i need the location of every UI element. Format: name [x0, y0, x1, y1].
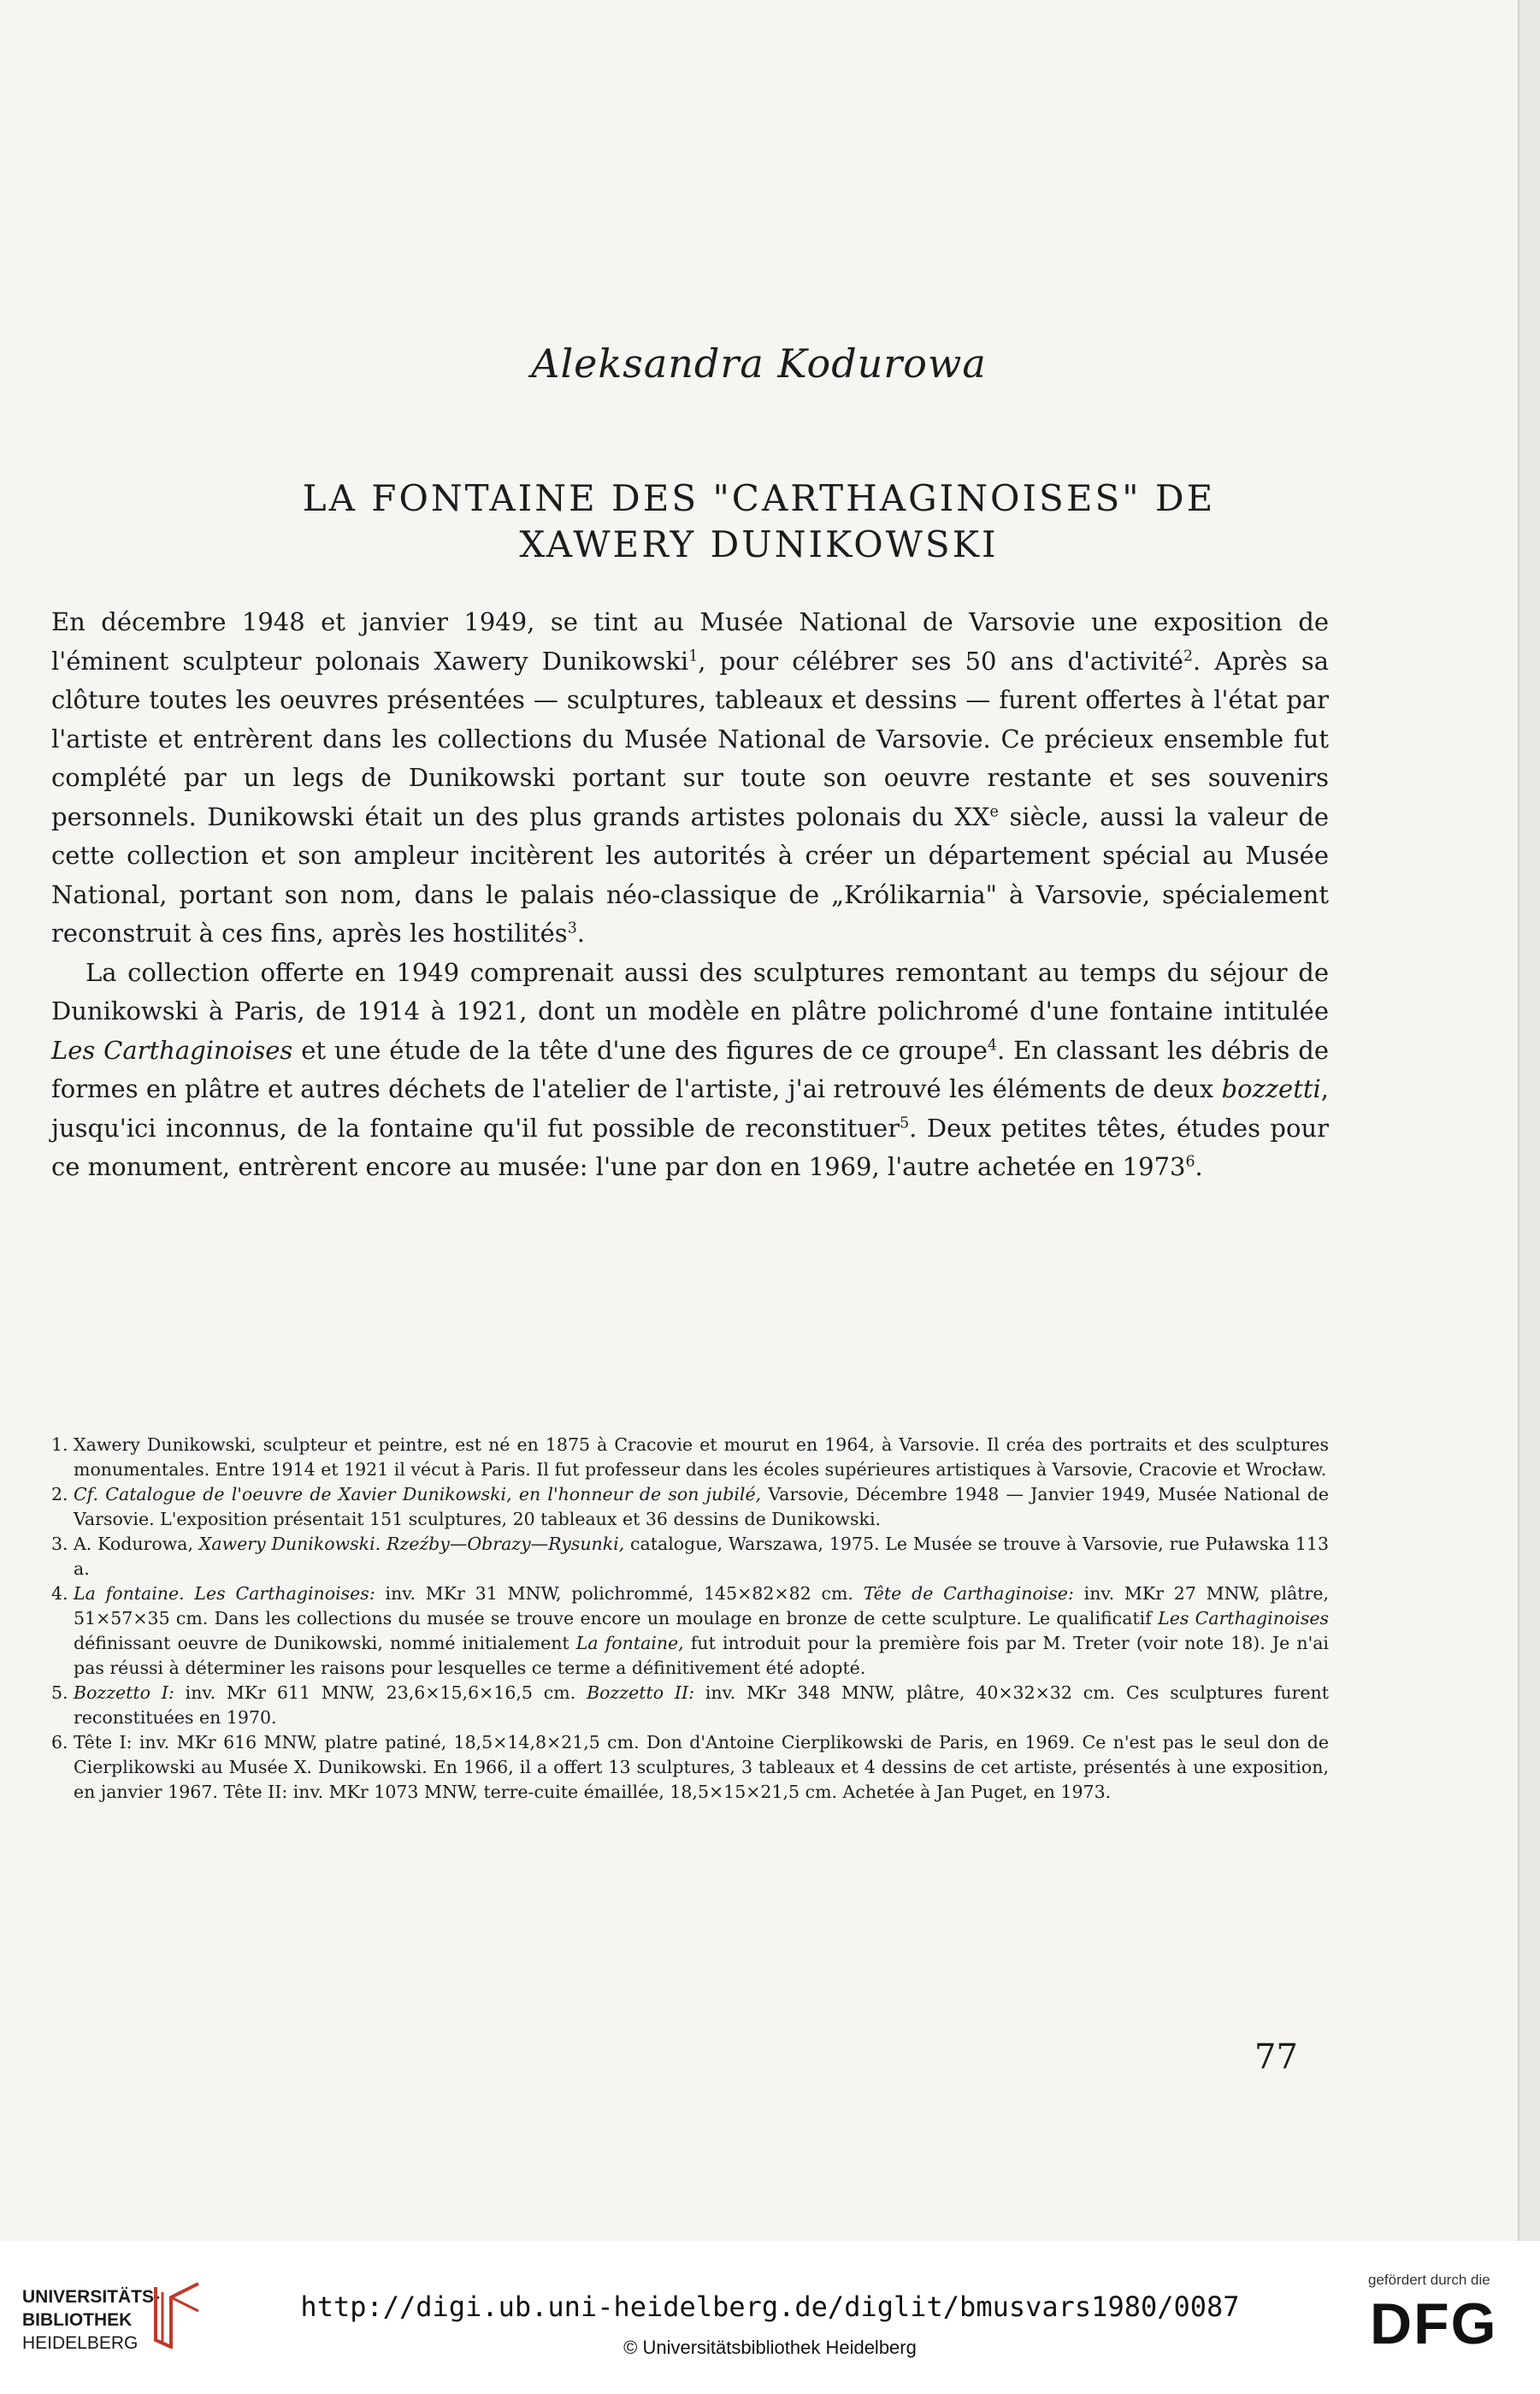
footnote-text: inv. MKr 611 MNW, 23,6×15,6×16,5 cm.	[174, 1682, 587, 1703]
footnote-text: fut introduit pour la première fois par M. Treter (voir note 18). Je n'ai pas réussi à déterminer les raisons pour lesquelles ce terme a définitivement été adopté.	[74, 1633, 1329, 1678]
footnote-text: Xawery Dunikowski, sculpteur et peintre, est né en 1875 à Cracovie et mourut en 1964, à Varsovie. Il créa des portraits et des sculptures monumentales. Entre 1914 et 1921 il vécut à Paris. Il fut professeur dans les écoles supérieures artistiques à Varsovie, Cracovie et Wrocław.	[74, 1434, 1329, 1480]
text-run: . Deux petites têtes, études pour ce monument, entrèrent encore au musée: l'une par don en 1969, l'autre achetée en 1973	[51, 1113, 1329, 1181]
footnote-text: Varsovie, Décembre 1948 — Janvier 1949, Musée National de Varsovie. L'exposition présentait 151 sculptures, 20 tableaux et 36 dessins de Dunikowski.	[74, 1484, 1329, 1529]
funder-caption: gefördert durch die	[1368, 2272, 1490, 2288]
text-run: .	[1195, 1152, 1203, 1181]
text-run: . Après sa clôture toutes les oeuvres présentées — sculptures, tableaux et dessins — furent offertes à l'état par l'artiste et entrèrent dans les collections du Musée National de Varsovie. Ce précieux ensemble fut complété par un legs de Dunikowski portant sur toute son oeuvre restante et ses souvenirs personnels. Dunikowski était un des plus grands artistes polonais du XX	[51, 646, 1329, 831]
italic-citation: La fontaine. Les Carthaginoises:	[74, 1583, 375, 1604]
library-name-line: BIBLIOTHEK	[22, 2310, 133, 2330]
footnote-ref-2[interactable]: 2	[1183, 647, 1194, 665]
paragraph-1	[51, 603, 1329, 954]
page-edge	[1518, 0, 1540, 2241]
century-superscript: e	[989, 802, 999, 820]
italic-citation: Bozzetto II:	[587, 1682, 694, 1703]
footnote-5	[51, 1681, 1329, 1730]
dfg-logo: DFG	[1370, 2291, 1498, 2356]
footnote-1	[51, 1433, 1329, 1482]
footnote-ref-6[interactable]: 6	[1185, 1153, 1195, 1171]
footnote-text: inv. MKr 348 MNW, plâtre, 40×32×32 cm. Ces sculptures furent reconstituées en 1970.	[74, 1682, 1329, 1728]
italic-citation: Tête de Carthaginoise:	[863, 1583, 1074, 1604]
text-run: La collection offerte en 1949 comprenait aussi des sculptures remontant au temps du séjour de Dunikowski à Paris, de 1914 à 1921, dont un modèle en plâtre polichromé d'une fontaine intitulée	[51, 957, 1329, 1026]
library-name-line: HEIDELBERG	[22, 2333, 139, 2353]
footnote-2	[51, 1482, 1329, 1532]
italic-citation: Cf. Catalogue de l'oeuvre de Xavier Dunikowski, en l'honneur de son jubilé,	[74, 1484, 762, 1504]
library-name-line: UNIVERSITÄTS-	[22, 2287, 161, 2307]
footnote-number: 6.	[51, 1732, 68, 1753]
italic-citation: Bozzetto I:	[74, 1682, 174, 1703]
permalink-url[interactable]: http://digi.ub.uni-heidelberg.de/diglit/bmusvars1980/0087	[300, 2291, 1240, 2323]
italic-title: Les Carthaginoises	[51, 1035, 293, 1065]
digitization-footer	[0, 2241, 1540, 2394]
paragraph-2	[51, 954, 1329, 1187]
footnote-text: catalogue, Warszawa, 1975. Le Musée se trouve à Varsovie, rue Puławska 113 a.	[74, 1534, 1329, 1579]
author-name: Aleksandra Kodurowa	[531, 340, 987, 387]
footnote-3	[51, 1532, 1329, 1581]
footnotes	[51, 1433, 1329, 1805]
footnote-ref-3[interactable]: 3	[567, 919, 577, 937]
text-run: . En classant les débris de formes en plâtre et autres déchets de l'atelier de l'artiste, j'ai retrouvé les éléments de deux	[51, 1035, 1330, 1103]
footnote-number: 1.	[51, 1434, 68, 1455]
footnote-4	[51, 1581, 1329, 1681]
italic-citation: Xawery Dunikowski. Rzeźby—Obrazy—Rysunki,	[198, 1534, 625, 1554]
article-body	[51, 603, 1329, 1187]
italic-term: bozzetti	[1221, 1074, 1321, 1103]
text-run: et une étude de la tête d'une des figures de ce groupe	[292, 1035, 988, 1065]
text-run: , pour célébrer ses 50 ans d'activité	[698, 646, 1183, 676]
text-run: siècle, aussi la valeur de cette collection et son ampleur incitèrent les autorités à créer un département spécial au Musée National, portant son nom, dans le palais néo-classique de „Królikarnia" à Varsovie, spécialement reconstruit à ces fins, après les hostilités	[51, 801, 1329, 948]
footnote-text: Tête I: inv. MKr 616 MNW, platre patiné, 18,5×14,8×21,5 cm. Don d'Antoine Cierplikowski de Paris, en 1969. Ce n'est pas le seul don de Cierplikowski au Musée X. Dunikowski. En 1966, il a offert 13 sculptures, 3 tableaux et 4 dessins de cet artiste, présentés à une exposition, en janvier 1967. Tête II: inv. MKr 1073 MNW, terre-cuite émaillée, 18,5×15×21,5 cm. Achetée à Jan Puget, en 1973.	[74, 1732, 1329, 1802]
footnote-text: inv. MKr 31 MNW, polichrommé, 145×82×82 cm.	[375, 1583, 864, 1604]
footnote-text: inv. MKr 27 MNW, plâtre, 51×57×35 cm. Dans les collections du musée se trouve encore un moulage en bronze de cette sculpture. Le qualificatif	[74, 1583, 1329, 1629]
text-run: En décembre 1948 et janvier 1949, se tint au Musée National de Varsovie une exposition de l'éminent sculpteur polonais Xawery Dunikowski	[51, 607, 1329, 676]
footnote-text: définissant oeuvre de Dunikowski, nommé initialement	[74, 1633, 576, 1653]
title-line-1: LA FONTAINE DES "CARTHAGINOISES" DE	[302, 477, 1216, 519]
footnote-number: 2.	[51, 1484, 68, 1504]
footnote-text: A. Kodurowa,	[74, 1534, 199, 1554]
footnote-ref-5[interactable]: 5	[900, 1114, 910, 1132]
article-title	[0, 476, 1518, 568]
footnote-number: 3.	[51, 1534, 68, 1554]
italic-citation: Les Carthaginoises	[1158, 1608, 1329, 1629]
text-run: .	[576, 919, 585, 948]
footnote-number: 5.	[51, 1682, 68, 1703]
footnote-number: 4.	[51, 1583, 68, 1604]
page-number: 77	[1254, 2037, 1298, 2077]
text-run: , jusqu'ici inconnus, de la fontaine qu'il fut possible de reconstituer	[51, 1074, 1329, 1143]
footnote-6	[51, 1730, 1329, 1805]
copyright-notice: © Universitätsbibliothek Heidelberg	[623, 2337, 917, 2358]
footnote-ref-4[interactable]: 4	[987, 1036, 997, 1054]
title-line-2: XAWERY DUNIKOWSKI	[519, 523, 999, 565]
italic-citation: La fontaine,	[575, 1633, 684, 1653]
footnote-ref-1[interactable]: 1	[688, 647, 699, 665]
